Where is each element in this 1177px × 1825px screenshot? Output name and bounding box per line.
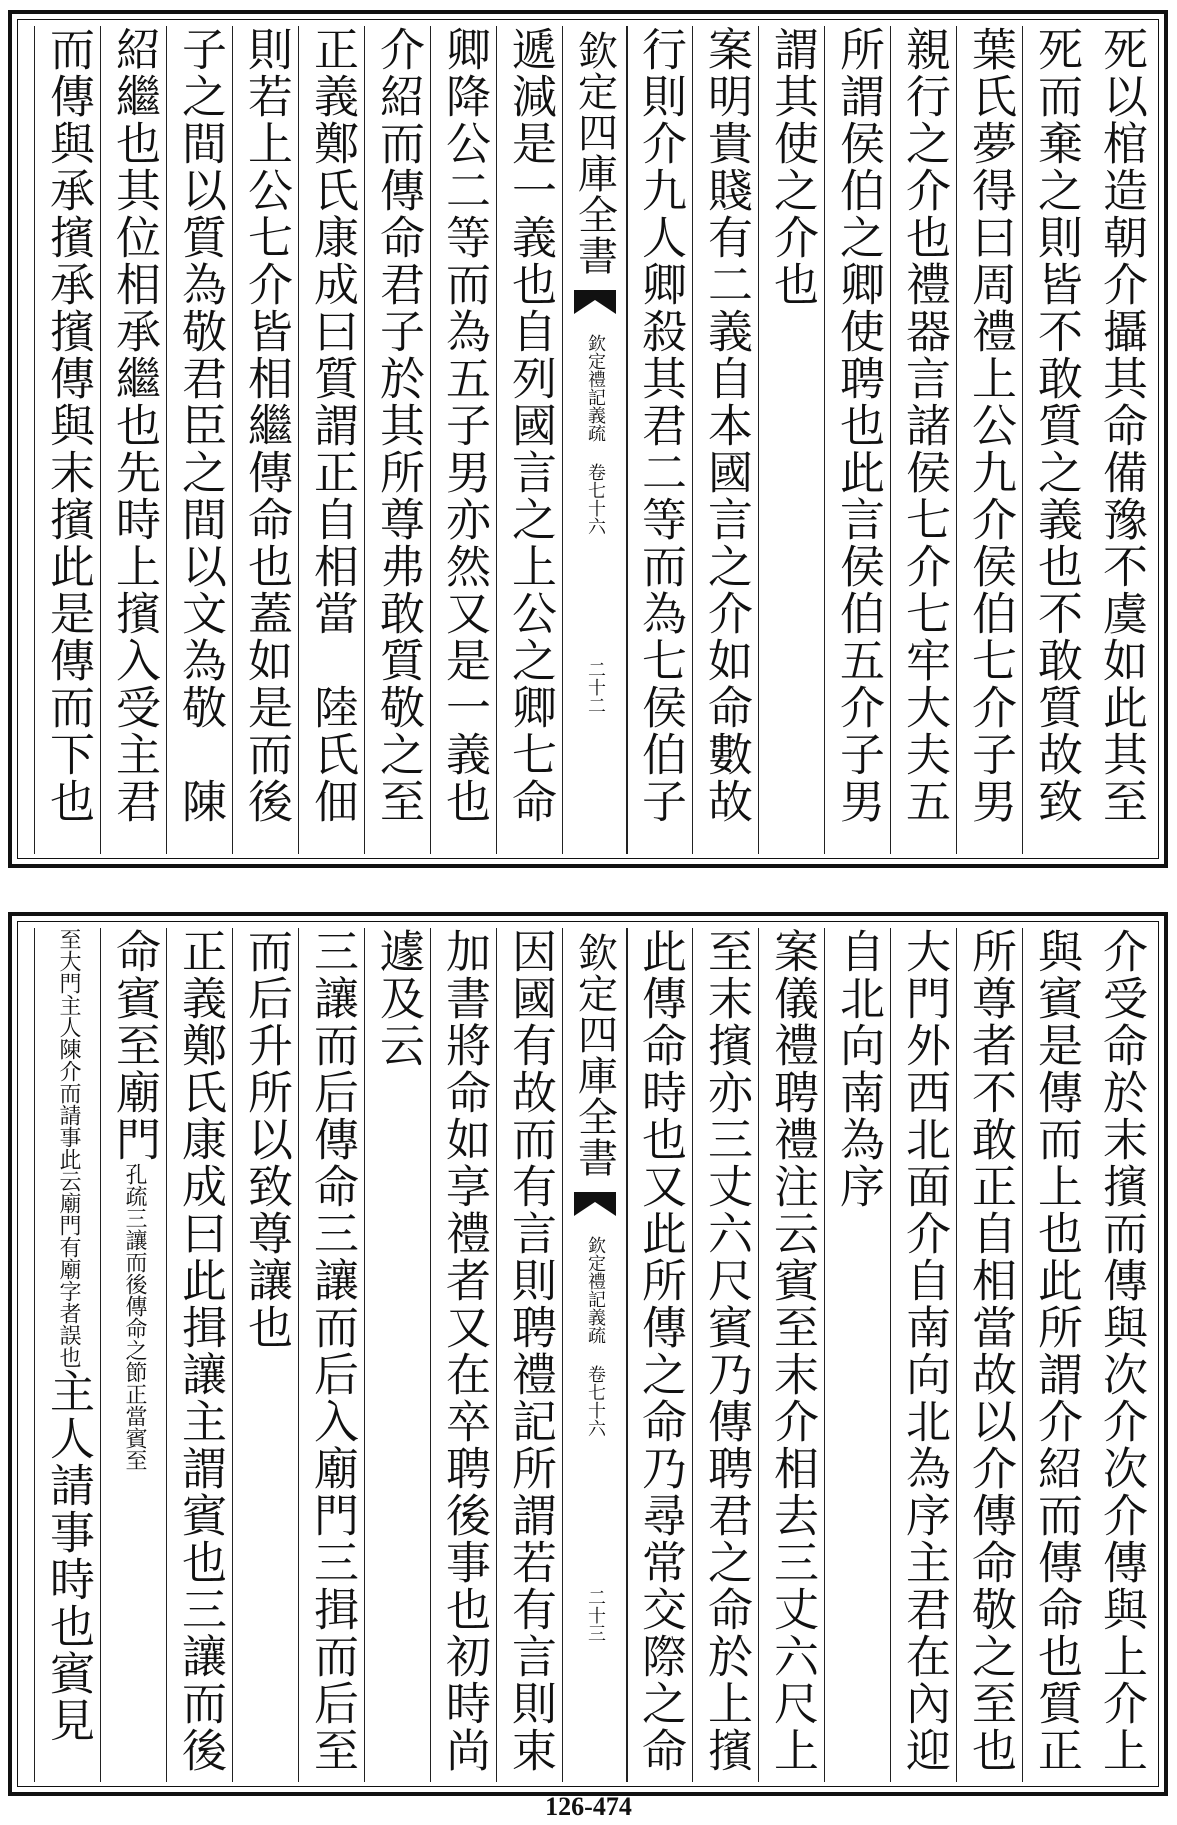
text-column: 自北向南為序 — [824, 928, 891, 1782]
text-column: 與賓是傳而上也此所謂介紹而傳命也質正 — [1022, 928, 1089, 1782]
text-column: 案儀禮聘禮注云賓至末介相去三丈六尺上 — [758, 928, 825, 1782]
text-column: 子之間以質為敬君臣之間以文為敬 陳 — [166, 26, 233, 854]
text-column: 所尊者不敢正自相當故以介傳命敬之至也 — [956, 928, 1023, 1782]
banner-title: 欽定四庫全書 — [571, 30, 618, 276]
fish-tail-mark-icon — [572, 1190, 618, 1218]
text-column: 遞減是一義也自列國言之上公之卿七命 — [496, 26, 563, 854]
page-panel-bottom — [8, 912, 1168, 1796]
annotation-note: 至大門主人陳介而請事此云廟門有廟字者誤也 — [56, 928, 81, 1368]
text-column: 因國有故而有言則聘禮記所謂若有言則束 — [496, 928, 563, 1782]
text-column: 三讓而后傳命三讓而后入廟門三揖而后至 — [298, 928, 365, 1782]
page-panel-top — [8, 10, 1168, 868]
fish-tail-mark-icon — [572, 288, 618, 316]
banner-subtitle: 欽定禮記義疏 卷七十六 — [585, 1236, 606, 1437]
column-text: 命賓至廟門 — [108, 928, 161, 1163]
text-column: 葉氏夢得曰周禮上公九介侯伯七介子男 — [956, 26, 1023, 854]
text-column: 遽及云 — [364, 928, 431, 1782]
text-column: 正義鄭氏康成曰質謂正自相當 陸氏佃 — [298, 26, 365, 854]
text-column: 死而棄之則皆不敢質之義也不敢質故致 — [1022, 26, 1089, 854]
text-column: 正義鄭氏康成曰此揖讓主謂賓也三讓而後 — [166, 928, 233, 1782]
text-columns-bottom — [22, 928, 1154, 1782]
text-column: 案明貴賤有二義自本國言之介如命數故 — [692, 26, 759, 854]
text-column: 死以棺造朝介攝其命備豫不虞如此其至 — [1095, 26, 1148, 825]
text-column: 親行之介也禮器言諸侯七介七牢大夫五 — [890, 26, 957, 854]
text-column: 則若上公七介皆相繼傳命也蓋如是而後 — [232, 26, 299, 854]
center-banner — [562, 26, 628, 854]
center-banner — [562, 928, 628, 1782]
annotation-note: 孔疏三讓而後傳命之節正當賓至 — [122, 1163, 147, 1471]
text-column: 紹繼也其位相承繼也先時上擯入受主君 — [100, 26, 167, 854]
text-column: 卿降公二等而為五子男亦然又是一義也 — [430, 26, 497, 854]
text-column: 介紹而傳命君子於其所尊弗敢質敬之至 — [364, 26, 431, 854]
column-text: 主人請事時也賓見 — [42, 1368, 95, 1744]
banner-page-number: 二十二 — [585, 660, 606, 714]
banner-subtitle: 欽定禮記義疏 卷七十六 — [585, 334, 606, 535]
text-column: 謂其使之介也 — [758, 26, 825, 854]
page-number-footer: 126-474 — [545, 1792, 632, 1821]
text-column — [34, 928, 101, 1782]
text-column — [100, 928, 167, 1782]
text-column: 而傳與承擯承擯傳與末擯此是傳而下也 — [34, 26, 101, 854]
text-column: 介受命於末擯而傳與次介次介傳與上介上 — [1095, 928, 1148, 1774]
text-column: 此傳命時也又此所傳之命乃尋常交際之命 — [626, 928, 693, 1782]
text-column: 行則介九人卿殺其君二等而為七侯伯子 — [626, 26, 693, 854]
banner-title: 欽定四庫全書 — [571, 932, 618, 1178]
banner-page-number: 二十三 — [585, 1588, 606, 1642]
text-column: 而后升所以致尊讓也 — [232, 928, 299, 1782]
text-column: 加書將命如享禮者又在卒聘後事也初時尚 — [430, 928, 497, 1782]
text-column: 所謂侯伯之卿使聘也此言侯伯五介子男 — [824, 26, 891, 854]
text-column: 至末擯亦三丈六尺賓乃傳聘君之命於上擯 — [692, 928, 759, 1782]
text-columns-top — [22, 26, 1154, 854]
text-column: 大門外西北面介自南向北為序主君在內迎 — [890, 928, 957, 1782]
